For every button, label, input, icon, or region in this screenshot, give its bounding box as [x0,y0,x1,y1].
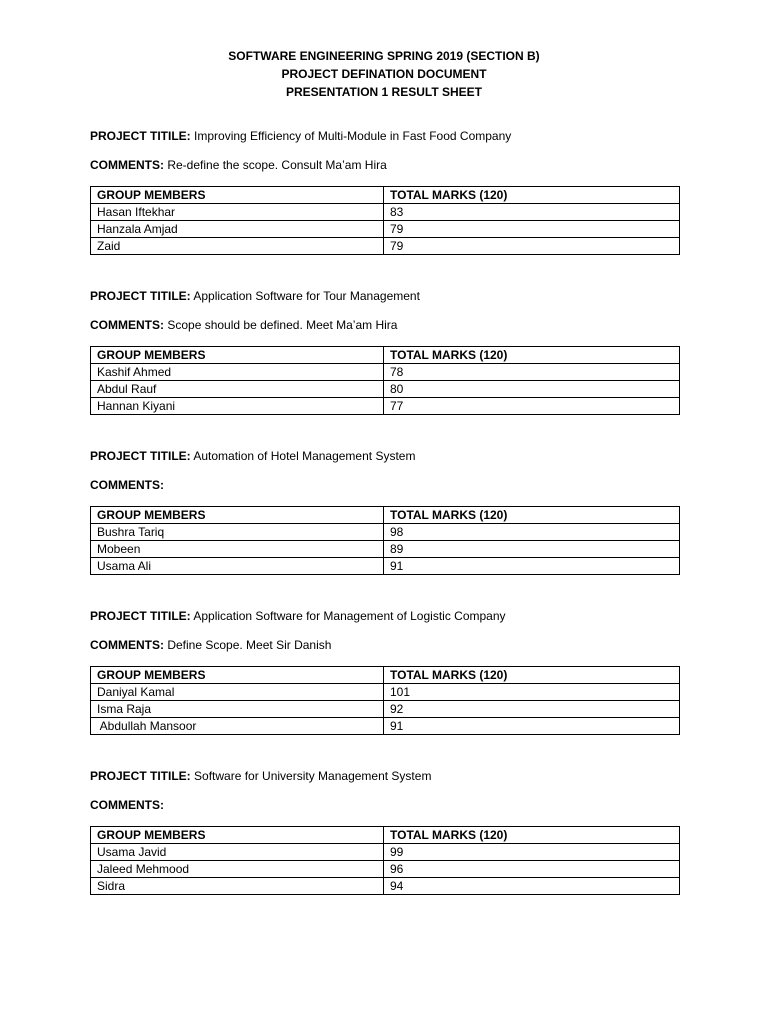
comments-label: COMMENTS: [90,158,164,172]
project-title-label: PROJECT TITILE: [90,129,191,143]
member-marks: 92 [384,701,680,718]
comments-line [90,317,680,333]
project-section-3 [90,448,680,575]
project-title-label: PROJECT TITILE: [90,449,191,463]
table-row [91,541,680,558]
project-title-text: Application Software for Tour Management [193,289,420,303]
member-name: Abdul Rauf [91,381,384,398]
comments-label: COMMENTS: [90,318,164,332]
table-row [91,238,680,255]
sheet-title: PRESENTATION 1 RESULT SHEET [285,85,483,99]
project-title-line [90,768,680,784]
comments-label: COMMENTS: [90,638,164,652]
comments-label: COMMENTS: [90,798,164,812]
project-section-1 [90,128,680,255]
member-marks: 89 [384,541,680,558]
member-marks: 80 [384,381,680,398]
total-marks-header: TOTAL MARKS (120) [384,667,680,684]
table-row [91,878,680,895]
member-name: Hannan Kiyani [91,398,384,415]
table-row [91,204,680,221]
table-row [91,684,680,701]
table-row [91,381,680,398]
project-title-line [90,448,680,464]
project-title-text: Automation of Hotel Management System [193,449,416,463]
member-marks: 79 [384,238,680,255]
course-title: SOFTWARE ENGINEERING SPRING 2019 (SECTION B) [228,49,540,63]
total-marks-header: TOTAL MARKS (120) [384,507,680,524]
project-section-2 [90,288,680,415]
member-marks: 94 [384,878,680,895]
table-row [91,524,680,541]
comments-line [90,477,680,493]
member-marks: 98 [384,524,680,541]
member-marks: 91 [384,558,680,575]
member-marks: 99 [384,844,680,861]
table-row [91,861,680,878]
project-title-line [90,128,680,144]
total-marks-header: TOTAL MARKS (120) [384,347,680,364]
table-row [91,701,680,718]
table-row [91,398,680,415]
member-marks: 101 [384,684,680,701]
group-members-header: GROUP MEMBERS [91,667,384,684]
project-title-label: PROJECT TITILE: [90,289,191,303]
member-name: Daniyal Kamal [91,684,384,701]
member-name: Jaleed Mehmood [91,861,384,878]
member-marks: 83 [384,204,680,221]
member-name: Kashif Ahmed [91,364,384,381]
member-name: Mobeen [91,541,384,558]
table-row [91,221,680,238]
marks-table [90,346,680,415]
project-section-5 [90,768,680,895]
project-title-text: Improving Efficiency of Multi-Module in Fast Food Company [194,129,512,143]
member-name: Sidra [91,878,384,895]
project-section-4 [90,608,680,735]
group-members-header: GROUP MEMBERS [91,507,384,524]
table-header-row [91,187,680,204]
member-marks: 77 [384,398,680,415]
group-members-header: GROUP MEMBERS [91,187,384,204]
member-name: Usama Javid [91,844,384,861]
member-marks: 96 [384,861,680,878]
comments-line [90,157,680,173]
table-row [91,718,680,735]
marks-table [90,186,680,255]
comments-line [90,797,680,813]
comments-line [90,637,680,653]
table-header-row [91,667,680,684]
table-header-row [91,347,680,364]
document-title: PROJECT DEFINATION DOCUMENT [281,67,487,81]
comments-text: Re-define the scope. Consult Ma’am Hira [167,158,387,172]
project-title-line [90,608,680,624]
marks-table [90,506,680,575]
table-row [91,558,680,575]
total-marks-header: TOTAL MARKS (120) [384,187,680,204]
group-members-header: GROUP MEMBERS [91,827,384,844]
member-marks: 78 [384,364,680,381]
marks-table [90,826,680,895]
table-header-row [91,827,680,844]
member-name: Zaid [91,238,384,255]
member-marks: 91 [384,718,680,735]
document-header [0,47,768,101]
member-name: Hanzala Amjad [91,221,384,238]
member-name: Abdullah Mansoor [91,718,384,735]
table-header-row [91,507,680,524]
table-row [91,364,680,381]
project-title-label: PROJECT TITILE: [90,609,191,623]
group-members-header: GROUP MEMBERS [91,347,384,364]
member-marks: 79 [384,221,680,238]
total-marks-header: TOTAL MARKS (120) [384,827,680,844]
member-name: Bushra Tariq [91,524,384,541]
project-title-text: Software for University Management System [194,769,432,783]
project-title-text: Application Software for Management of Logistic Company [193,609,506,623]
table-row [91,844,680,861]
member-name: Hasan Iftekhar [91,204,384,221]
project-title-line [90,288,680,304]
member-name: Usama Ali [91,558,384,575]
project-title-label: PROJECT TITILE: [90,769,191,783]
member-name: Isma Raja [91,701,384,718]
comments-label: COMMENTS: [90,478,164,492]
marks-table [90,666,680,735]
comments-text: Scope should be defined. Meet Ma’am Hira [167,318,398,332]
comments-text: Define Scope. Meet Sir Danish [167,638,332,652]
